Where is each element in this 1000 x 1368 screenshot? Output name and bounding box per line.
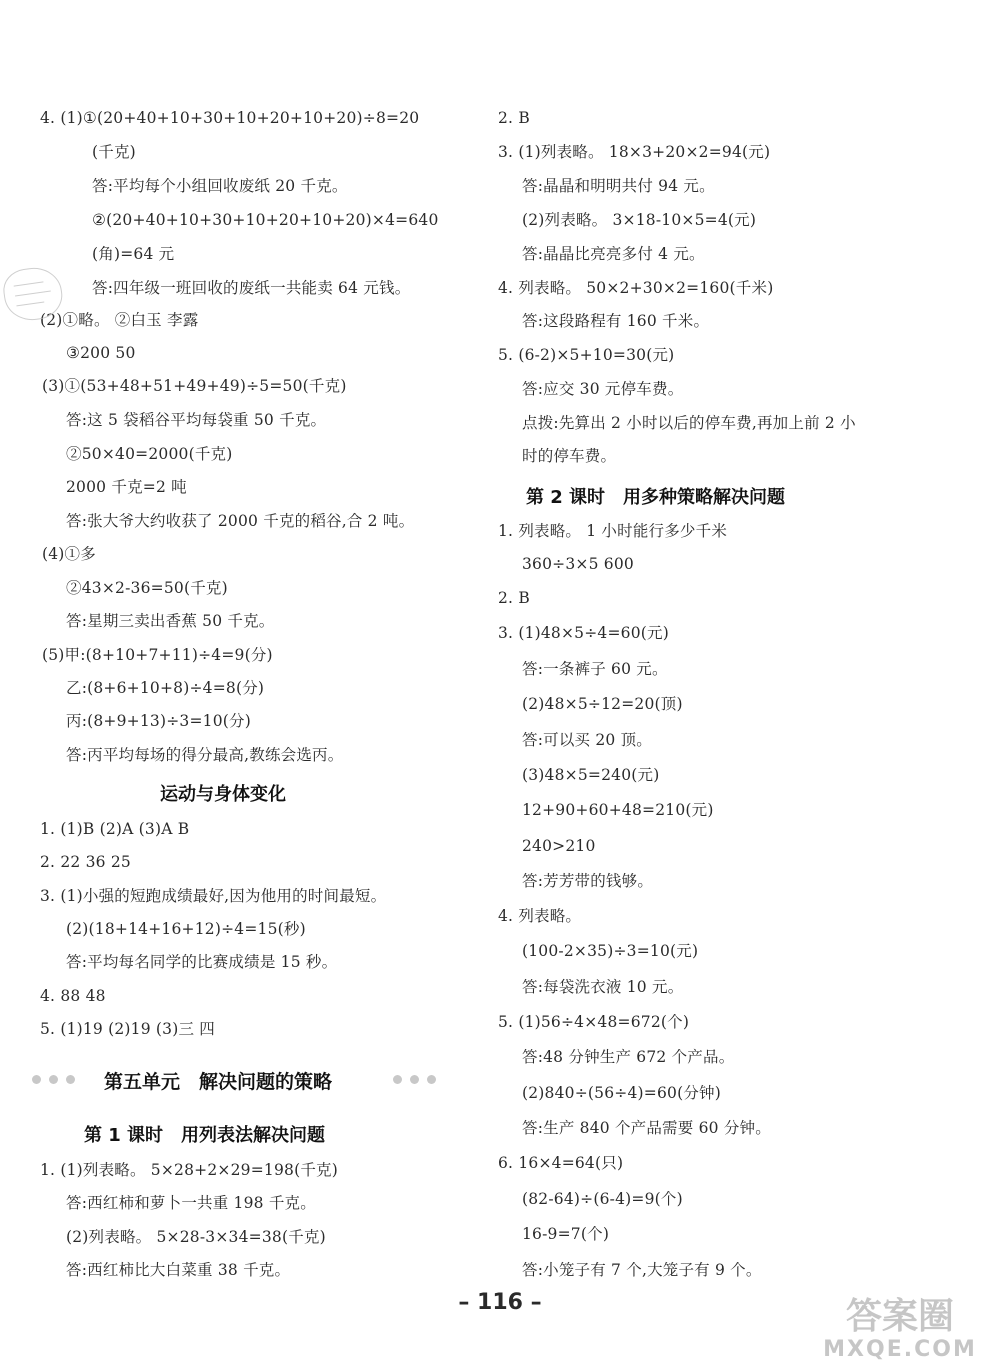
answer-line: (3)48×5=240(元): [522, 766, 660, 784]
answer-line: (100-2×35)÷3=10(元): [522, 942, 699, 960]
answer-line: ②43×2-36=50(千克): [66, 579, 228, 597]
answer-line: 丙:(8+9+13)÷3=10(分): [66, 712, 251, 730]
answer-line: (角)=64 元: [92, 245, 175, 263]
answer-line: (3)①(53+48+51+49+49)÷5=50(千克): [42, 377, 347, 395]
answer-line: 答:晶晶和明明共付 94 元。: [522, 177, 715, 195]
answer-line: 2. B: [498, 109, 530, 127]
answer-line: 1. (1)B (2)A (3)A B: [40, 820, 190, 838]
answer-line: 答:这 5 袋稻谷平均每袋重 50 千克。: [66, 411, 327, 429]
answer-line: 4. (1)①(20+40+10+30+10+20+10+20)÷8=20: [40, 109, 420, 127]
answer-line: 2000 千克=2 吨: [66, 478, 187, 496]
answer-line: (2)列表略。 5×28-3×34=38(千克): [66, 1228, 326, 1246]
answer-line: 答:平均每名同学的比赛成绩是 15 秒。: [66, 953, 338, 971]
answer-line: 1. 列表略。 1 小时能行多少千米: [498, 522, 728, 540]
answer-line: 5. (1)19 (2)19 (3)三 四: [40, 1020, 216, 1038]
lesson-heading: 第 1 课时 用列表法解决问题: [84, 1125, 326, 1146]
answer-line: 5. (6-2)×5+10=30(元): [498, 346, 675, 364]
answer-line: 2. B: [498, 589, 530, 607]
answer-line: 点拨:先算出 2 小时以后的停车费,再加上前 2 小: [522, 414, 856, 432]
answer-line: (千克): [92, 143, 136, 161]
answer-line: 240>210: [522, 837, 596, 855]
decorative-dots-left: [32, 1075, 75, 1084]
answer-line: 360÷3×5 600: [522, 555, 634, 573]
answer-line: 答:张大爷大约收获了 2000 千克的稻谷,合 2 吨。: [66, 512, 415, 530]
answer-line: (2)①略。 ②白玉 李露: [40, 311, 199, 329]
answer-line: 4. 88 48: [40, 987, 106, 1005]
answer-line: 答:每袋洗衣液 10 元。: [522, 978, 684, 996]
page-number: – 116 –: [458, 1290, 542, 1315]
answer-line: (2)(18+14+16+12)÷4=15(秒): [66, 920, 306, 938]
answer-line: 答:晶晶比亮亮多付 4 元。: [522, 245, 705, 263]
answer-line: 答:应交 30 元停车费。: [522, 380, 684, 398]
answer-line: (2)列表略。 3×18-10×5=4(元): [522, 211, 757, 229]
answer-line: (2)840÷(56÷4)=60(分钟): [522, 1084, 721, 1102]
watermark-logo: [760, 1292, 990, 1362]
answer-line: 答:西红柿比大白菜重 38 千克。: [66, 1261, 291, 1279]
answer-line: (2)48×5÷12=20(顶): [522, 695, 683, 713]
answer-line: 乙:(8+6+10+8)÷4=8(分): [66, 679, 265, 697]
answer-line: (4)①多: [42, 545, 96, 563]
answer-line: ②50×40=2000(千克): [66, 445, 233, 463]
answer-line: 4. 列表略。 50×2+30×2=160(千米): [498, 279, 774, 297]
lesson-heading: 第 2 课时 用多种策略解决问题: [526, 487, 786, 508]
answer-line: ②(20+40+10+30+10+20+10+20)×4=640: [92, 211, 439, 229]
answer-line: 答:生产 840 个产品需要 60 分钟。: [522, 1119, 771, 1137]
answer-line: 答:一条裤子 60 元。: [522, 660, 668, 678]
answer-line: 3. (1)48×5÷4=60(元): [498, 624, 669, 642]
answer-line: 答:西红柿和萝卜一共重 198 千克。: [66, 1194, 316, 1212]
answer-line: 3. (1)小强的短跑成绩最好,因为他用的时间最短。: [40, 887, 387, 905]
answer-line: 时的停车费。: [522, 447, 617, 465]
answer-line: 12+90+60+48=210(元): [522, 801, 714, 819]
answer-line: 答:这段路程有 160 千米。: [522, 312, 710, 330]
answer-line: 1. (1)列表略。 5×28+2×29=198(千克): [40, 1161, 338, 1179]
answer-line: 答:可以买 20 顶。: [522, 731, 652, 749]
section-heading: 运动与身体变化: [160, 784, 286, 805]
svg-text:答案圈: 答案圈: [845, 1296, 955, 1337]
answer-line: 答:星期三卖出香蕉 50 千克。: [66, 612, 275, 630]
answer-line: 答:芳芳带的钱够。: [522, 872, 654, 890]
answer-line: 答:小笼子有 7 个,大笼子有 9 个。: [522, 1261, 762, 1279]
decorative-dots-right: [393, 1075, 436, 1084]
svg-text:MXQE.COM: MXQE.COM: [823, 1337, 977, 1362]
answer-line: 2. 22 36 25: [40, 853, 131, 871]
answer-line: 答:四年级一班回收的废纸一共能卖 64 元钱。: [92, 279, 411, 297]
answer-line: ③200 50: [66, 344, 136, 362]
answer-line: 6. 16×4=64(只): [498, 1154, 624, 1172]
answer-line: (5)甲:(8+10+7+11)÷4=9(分): [42, 646, 273, 664]
answer-line: 答:48 分钟生产 672 个产品。: [522, 1048, 735, 1066]
answer-line: 答:丙平均每场的得分最高,教练会选丙。: [66, 746, 344, 764]
answer-line: (82-64)÷(6-4)=9(个): [522, 1190, 683, 1208]
answer-line: 3. (1)列表略。 18×3+20×2=94(元): [498, 143, 771, 161]
answer-line: 5. (1)56÷4×48=672(个): [498, 1013, 690, 1031]
answer-line: 4. 列表略。: [498, 907, 582, 925]
answer-line: 16-9=7(个): [522, 1225, 610, 1243]
answer-line: 答:平均每个小组回收废纸 20 千克。: [92, 177, 348, 195]
unit-heading: 第五单元 解决问题的策略: [104, 1071, 333, 1093]
